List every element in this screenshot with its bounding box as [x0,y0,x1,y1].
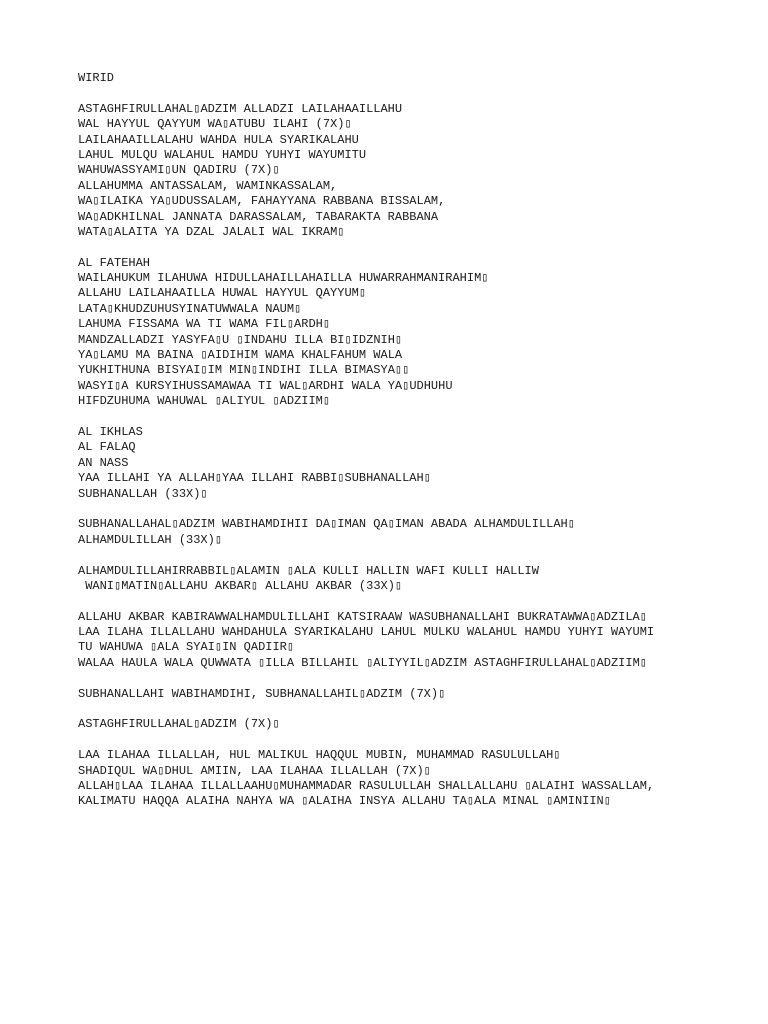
text-line: ASTAGHFIRULLAHAL▯ADZIM ALLADZI LAILAHAAILLAHU [78,101,403,116]
text-line: YA▯LAMU MA BAINA ▯AIDIHIM WAMA KHALFAHUM WALA [78,348,403,363]
text-line: SUBHANALLAHAL▯ADZIM WABIHAMDIHII DA▯IMAN QA▯IMAN ABADA ALHAMDULILLAH▯ [78,517,575,532]
text-line: WANI▯MATIN▯ALLAHU AKBAR▯ ALLAHU AKBAR (33X)▯ [78,578,403,593]
text-line: WA▯ADKHILNAL JANNATA DARASSALAM, TABARAKTA RABBANA [78,209,439,224]
paragraph-spacer [78,86,758,101]
text-line: ALLAH▯LAA ILAHAA ILLALLAAHU▯MUHAMMADAR RASULULLAH SHALLALLAHU ▯ALAIHI WASSALLAM, [78,778,655,793]
text-line: SHADIQUL WA▯DHUL AMIIN, LAA ILAHAA ILLALLAH (7X)▯ [78,763,431,778]
text-line: AL IKHLAS [78,424,143,439]
text-line: LAILAHAAILLALAHU WAHDA HULA SYARIKALAHU [78,132,359,147]
text-line: SUBHANALLAHI WABIHAMDIHI, SUBHANALLAHIL▯ADZIM (7X)▯ [78,686,446,701]
text-line: WAILAHUKUM ILAHUWA HIDULLAHAILLAHAILLA HUWARRAHMANIRAHIM▯ [78,271,489,286]
text-line: MANDZALLADZI YASYFA▯U ▯INDAHU ILLA BI▯IDZNIH▯ [78,332,403,347]
text-line: KALIMATU HAQQA ALAIHA NAHYA WA ▯ALAIHA INSYA ALLAHU TA▯ALA MINAL ▯AMINIIN▯ [78,794,611,809]
text-line: WATA▯ALAITA YA DZAL JALALI WAL IKRAM▯ [78,224,345,239]
text-line: ALLAHU LAILAHAAILLA HUWAL HAYYUL QAYYUM▯ [78,286,367,301]
text-line: LAA ILAHA ILLALLAHU WAHDAHULA SYARIKALAHU LAHUL MULKU WALAHUL HAMDU YUHYI WAYUMI [78,625,655,640]
paragraph-spacer [78,702,758,717]
document-title: WIRID [78,71,115,85]
text-line: ALHAMDULILLAHIRRABBIL▯ALAMIN ▯ALA KULLI HALLIN WAFI KULLI HALLIW [78,563,539,578]
text-line: TU WAHUWA ▯ALA SYAI▯IN QADIIR▯ [78,640,295,655]
paragraph-spacer [78,502,758,517]
paragraph-spacer [78,240,758,255]
paragraph-spacer [78,548,758,563]
text-line: YUKHITHUNA BISYAI▯IM MIN▯INDIHI ILLA BIMASYA▯▯ [78,363,410,378]
text-line: LAA ILAHAA ILLALLAH, HUL MALIKUL HAQQUL MUBIN, MUHAMMAD RASULULLAH▯ [78,748,561,763]
text-line: LAHUL MULQU WALAHUL HAMDU YUHYI WAYUMITU [78,147,367,162]
text-line: WAHUWASSYAMI▯UN QADIRU (7X)▯ [78,163,280,178]
text-line: LATA▯KHUDZUHUSYINATUWWALA NAUM▯ [78,301,302,316]
paragraph-spacer [78,671,758,686]
text-line: WASYI▯A KURSYIHUSSAMAWAA TI WAL▯ARDHI WALA YA▯UDHUHU [78,378,453,393]
text-line: ALLAHUMMA ANTASSALAM, WAMINKASSALAM, [78,178,338,193]
text-line: YAA ILLAHI YA ALLAH▯YAA ILLAHI RABBI▯SUBHANALLAH▯ [78,471,431,486]
text-line: AN NASS [78,455,129,470]
text-line: WA▯ILAIKA YA▯UDUSSALAM, FAHAYYANA RABBANA BISSALAM, [78,194,446,209]
text-line: WAL HAYYUL QAYYUM WA▯ATUBU ILAHI (7X)▯ [78,117,352,132]
wirid-text [78,71,758,810]
paragraph-spacer [78,594,758,609]
text-line: ALLAHU AKBAR KABIRAWWALHAMDULILLAHI KATSIRAAW WASUBHANALLAHI BUKRATAWWA▯ADZILA▯ [78,609,647,624]
text-line: WALAA HAULA WALA QUWWATA ▯ILLA BILLAHIL ▯ALIYYIL▯ADZIM ASTAGHFIRULLAHAL▯ADZIIM▯ [78,655,648,670]
text-line: SUBHANALLAH (33X)▯ [78,486,208,501]
paragraph-spacer [78,410,758,425]
text-line: ALHAMDULILLAH (33X)▯ [78,532,223,547]
text-line: ASTAGHFIRULLAHAL▯ADZIM (7X)▯ [78,717,280,732]
text-line: HIFDZUHUMA WAHUWAL ▯ALIYUL ▯ADZIIM▯ [78,394,331,409]
text-line: AL FALAQ [78,440,136,455]
paragraph-spacer [78,733,758,748]
text-line: LAHUMA FISSAMA WA TI WAMA FIL▯ARDH▯ [78,317,331,332]
text-line: AL FATEHAH [78,255,151,270]
